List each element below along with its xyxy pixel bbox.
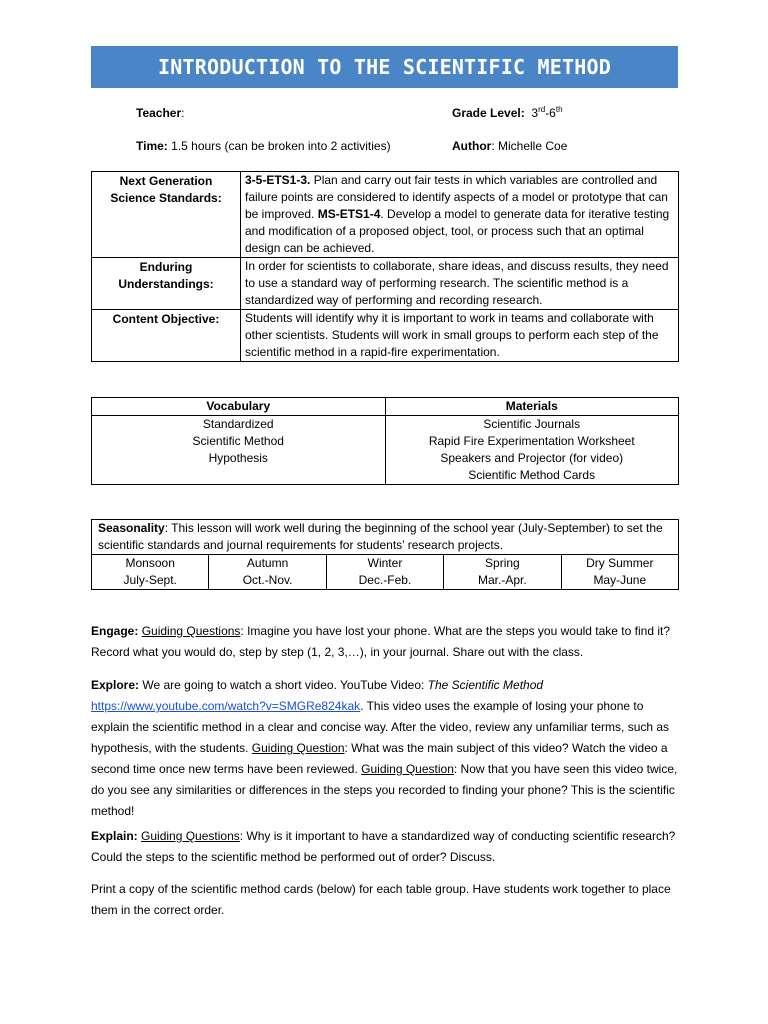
time-value: 1.5 hours (can be broken into 2 activities)	[171, 139, 391, 153]
season-cell	[444, 555, 561, 590]
ngss-label: Next Generation Science Standards:	[92, 172, 241, 258]
materials-list	[385, 416, 679, 485]
seasonality-text: : This lesson will work well during the beginning of the school year (July-September) to set the scientific standards and journal requirements for students’ research projects.	[98, 521, 663, 552]
season-months: Mar.-Apr.	[478, 573, 527, 587]
author-label: Author	[452, 139, 492, 153]
material-item: Scientific Journals	[483, 417, 581, 431]
season-months: July-Sept.	[123, 573, 177, 587]
explore-paragraph	[91, 675, 681, 822]
explain-paragraph	[91, 826, 681, 868]
season-cell	[561, 555, 678, 590]
material-item: Scientific Method Cards	[468, 468, 596, 482]
grade-level-label: Grade Level:	[452, 106, 525, 120]
vm-body-row	[92, 416, 679, 485]
explore-text-2: . This video uses the example of losing your phone to explain the scientific method in a clear and concise way. After the video, review any unfamiliar terms, such as hypothesis, with the students.	[91, 699, 670, 755]
season-months: Dec.-Feb.	[358, 573, 412, 587]
grade-end-sup: th	[555, 105, 563, 114]
vocab-item: Scientific Method	[192, 434, 284, 448]
ngss-code-2: MS-ETS1-4	[317, 207, 381, 221]
vocab-item: Hypothesis	[208, 451, 268, 465]
objective-label: Content Objective:	[92, 310, 241, 362]
youtube-link[interactable]: https://www.youtube.com/watch?v=SMGRe824kak	[91, 699, 361, 713]
title-banner	[91, 46, 678, 88]
explain-label: Explain:	[91, 829, 138, 843]
seasonality-label: Seasonality	[98, 521, 165, 535]
season-name: Autumn	[246, 556, 289, 570]
grade-start-sup: rd	[538, 105, 546, 114]
page-title: INTRODUCTION TO THE SCIENTIFIC METHOD	[158, 55, 611, 79]
ngss-text-1: Plan and carry out fair tests in which variables are controlled and failure points are considered to identify aspects of a model or prototype that can be improved.	[245, 173, 668, 221]
material-item: Rapid Fire Experimentation Worksheet	[428, 434, 635, 448]
explore-label: Explore:	[91, 678, 140, 692]
grade-dash: -6	[545, 106, 556, 120]
materials-header: Materials	[385, 398, 679, 416]
material-item: Speakers and Projector (for video)	[440, 451, 624, 465]
time-label: Time:	[136, 139, 168, 153]
vm-header-row	[92, 398, 679, 416]
vocabulary-list	[92, 416, 386, 485]
explore-guiding-question-2: Guiding Question	[361, 762, 454, 776]
season-months: Oct.-Nov.	[242, 573, 293, 587]
teacher-field: Teacher:	[136, 106, 185, 120]
explore-guiding-question-1: Guiding Question	[251, 741, 345, 755]
ngss-text-2: . Develop a model to generate data for iterative testing and modification of a proposed object, tool, or process such that an optimal design can be achieved.	[245, 207, 670, 255]
vocab-materials-table	[91, 397, 679, 485]
ngss-row	[92, 172, 679, 258]
season-name: Dry Summer	[586, 556, 654, 570]
seasonality-intro-row	[92, 520, 679, 555]
seasons-row	[92, 555, 679, 590]
ngss-code-1: 3-5-ETS1-3.	[245, 173, 311, 187]
author-field: Author: Michelle Coe	[452, 139, 568, 153]
video-title: The Scientific Method	[427, 678, 544, 692]
engage-paragraph	[91, 621, 681, 663]
standards-table	[91, 171, 679, 362]
author-value: Michelle Coe	[498, 139, 568, 153]
engage-label: Engage:	[91, 624, 139, 638]
ngss-text	[241, 172, 679, 258]
engage-guiding-questions: Guiding Questions	[141, 624, 241, 638]
season-cell	[209, 555, 326, 590]
season-name: Spring	[485, 556, 520, 570]
print-note: Print a copy of the scientific method cards (below) for each table group. Have students work together to place them in the correct order.	[91, 882, 671, 917]
explore-text-3: : What was the main subject of this video? Watch the video a second time once new terms have been reviewed.	[91, 741, 668, 776]
engage-text: : Imagine you have lost your phone. What are the steps you would take to find it? Record what you would do, step by step (1, 2, 3,…), in your journal. Share out with the class.	[91, 624, 671, 659]
season-name: Winter	[367, 556, 403, 570]
vocab-item: Standardized	[202, 417, 274, 431]
season-months: May-June	[593, 573, 647, 587]
seasonality-table	[91, 519, 679, 590]
season-cell	[326, 555, 443, 590]
enduring-row	[92, 258, 679, 310]
season-cell	[92, 555, 209, 590]
grade-start: 3	[531, 106, 539, 120]
explain-text: : Why is it important to have a standardized way of conducting scientific research? Could the steps to the scientific method be performed out of order? Discuss.	[91, 829, 676, 864]
grade-level-field	[452, 106, 563, 121]
time-field	[136, 139, 391, 154]
explore-text-4: : Now that you have seen this video twice, do you see any similarities or differences in the steps you recorded to finding your phone? This is the scientific method!	[91, 762, 678, 818]
explain-guiding-questions: Guiding Questions	[141, 829, 240, 843]
enduring-label: Enduring Understandings:	[92, 258, 241, 310]
objective-row	[92, 310, 679, 362]
explore-text-1: We are going to watch a short video. YouTube Video:	[139, 678, 428, 692]
objective-text: Students will identify why it is important to work in teams and collaborate with other scientists. Students will work in small groups to perform each step of the scientific method in a rapid-fire experimentation.	[241, 310, 679, 362]
seasonality-intro	[92, 520, 679, 555]
enduring-text: In order for scientists to collaborate, share ideas, and discuss results, they need to use a standard way of performing research. The scientific method is a standardized way of performing and recording research.	[241, 258, 679, 310]
season-name: Monsoon	[125, 556, 175, 570]
teacher-label: Teacher	[136, 106, 182, 120]
vocabulary-header: Vocabulary	[92, 398, 386, 416]
